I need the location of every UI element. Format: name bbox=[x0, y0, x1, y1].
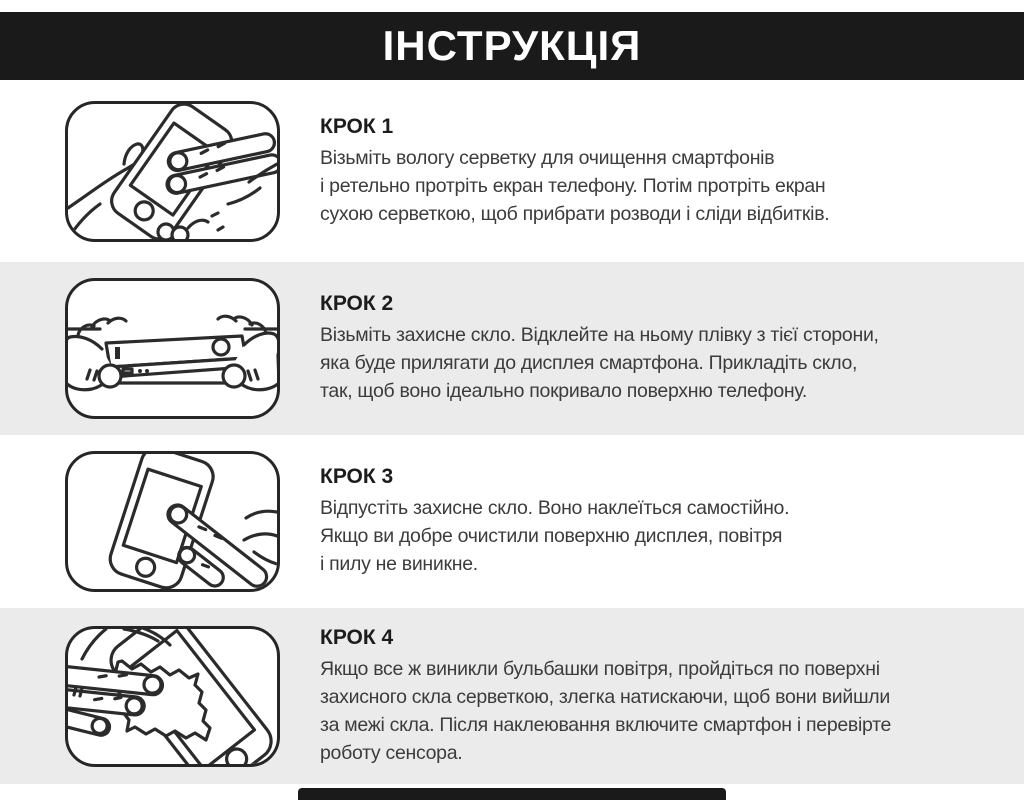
step-row-2 bbox=[0, 262, 1024, 435]
step-2-heading: КРОК 2 bbox=[320, 292, 394, 315]
step-1-text-line: сухою серветкою, щоб прибрати розводи і сліди відбитків. bbox=[320, 202, 830, 225]
step-2-text-line: так, щоб воно ідеально покривало поверхню телефону. bbox=[320, 380, 807, 402]
footer-bar bbox=[298, 788, 726, 800]
step-4-text-line: Якщо все ж виникли бульбашки повітря, пройдіться по поверхні bbox=[320, 657, 880, 680]
step-4-copy bbox=[320, 626, 891, 767]
fingers-smoothing-cloth-on-phone-icon bbox=[68, 629, 277, 764]
step-1-heading: КРОК 1 bbox=[320, 114, 394, 138]
steps-list bbox=[0, 80, 1024, 784]
step-1-text-line: Візьміть вологу серветку для очищення смартфонів bbox=[320, 146, 775, 169]
step-row-4 bbox=[0, 608, 1024, 784]
step-4-illustration-box bbox=[65, 626, 280, 767]
step-3-illustration-box bbox=[65, 451, 280, 592]
step-2-text-line: яка буде прилягати до дисплея смартфона. Прикладіть скло, bbox=[320, 352, 858, 374]
step-2-illustration-box bbox=[65, 278, 280, 419]
header-bar bbox=[0, 12, 1024, 80]
step-3-copy bbox=[320, 465, 789, 578]
step-4-text-line: за межі скла. Після наклеювання включите смартфон і перевірте bbox=[320, 713, 892, 736]
page-title: ІНСТРУКЦІЯ bbox=[382, 22, 642, 69]
step-3-text-line: і пилу не виникне. bbox=[320, 553, 478, 575]
step-row-3 bbox=[0, 435, 1024, 608]
step-3-heading: КРОК 3 bbox=[320, 465, 394, 488]
step-1-copy bbox=[320, 115, 829, 228]
step-4-text-line: захисного скла серветкою, злегка натискаючи, щоб вони вийшли bbox=[320, 685, 890, 708]
step-4-text-line: роботу сенсора. bbox=[320, 741, 463, 764]
step-2-copy bbox=[320, 292, 879, 405]
step-1-text-line: і ретельно протріть екран телефону. Потім протріть екран bbox=[320, 174, 826, 197]
step-4-heading: КРОК 4 bbox=[320, 625, 394, 649]
step-row-1 bbox=[0, 80, 1024, 262]
finger-pressing-phone-screen-icon bbox=[68, 454, 277, 589]
step-2-text-line: Візьміть захисне скло. Відклейте на ньому плівку з тієї сторони, bbox=[320, 324, 879, 346]
hands-wiping-phone-screen-icon bbox=[68, 104, 277, 239]
step-1-illustration-box bbox=[65, 101, 280, 242]
hands-aligning-glass-on-phone-icon bbox=[68, 281, 277, 416]
step-3-text-line: Відпустіть захисне скло. Воно наклеїться самостійно. bbox=[320, 497, 790, 519]
step-3-text-line: Якщо ви добре очистили поверхню дисплея, повітря bbox=[320, 525, 783, 547]
